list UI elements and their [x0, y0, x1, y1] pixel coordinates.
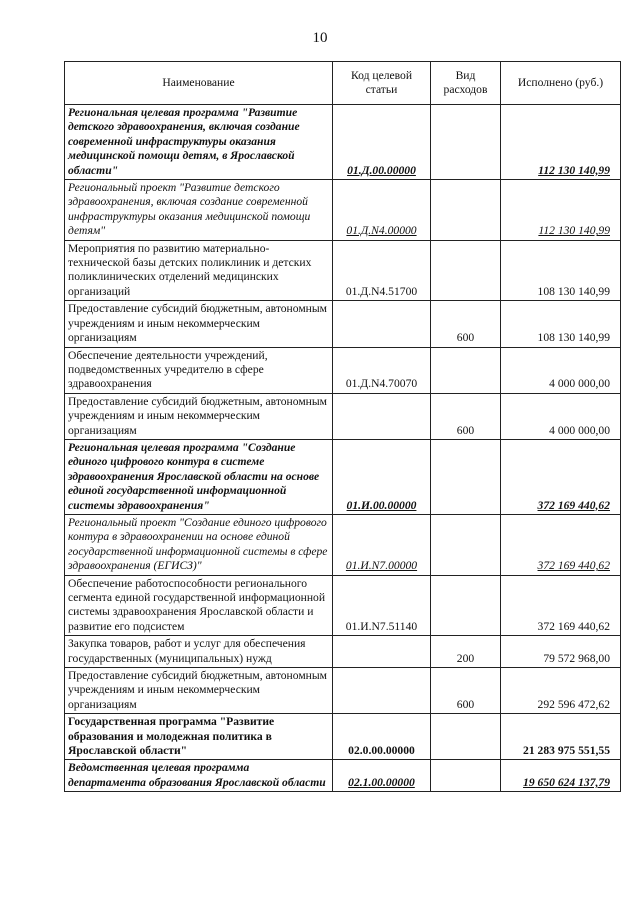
row-code: 01.И.N7.00000 — [333, 514, 431, 575]
row-amount: 21 283 975 551,55 — [501, 714, 621, 760]
row-name: Региональная целевая программа "Создание единого цифрового контура в системе здравоохранения Ярославской области на основе единой государственной информационной системы здравоохранения" — [65, 439, 333, 514]
table-row — [65, 760, 621, 792]
row-expense-type: 600 — [431, 301, 501, 347]
header-code: Код целевой статьи — [333, 62, 431, 105]
table-row — [65, 393, 621, 439]
table-row — [65, 347, 621, 393]
row-name: Государственная программа "Развитие образования и молодежная политика в Ярославской области" — [65, 714, 333, 760]
row-amount: 108 130 140,99 — [501, 240, 621, 301]
row-expense-type — [431, 240, 501, 301]
header-amount: Исполнено (руб.) — [501, 62, 621, 105]
row-amount: 372 169 440,62 — [501, 514, 621, 575]
row-code — [333, 668, 431, 714]
row-code: 02.0.00.00000 — [333, 714, 431, 760]
row-expense-type — [431, 105, 501, 180]
row-amount: 372 169 440,62 — [501, 439, 621, 514]
row-expense-type — [431, 575, 501, 636]
table-header-row — [65, 62, 621, 105]
row-name: Обеспечение деятельности учреждений, подведомственных учредителю в сфере здравоохранения — [65, 347, 333, 393]
header-type: Вид расходов — [431, 62, 501, 105]
table-row — [65, 180, 621, 241]
row-code — [333, 636, 431, 668]
row-name: Региональная целевая программа "Развитие детского здравоохранения, включая создание современной инфраструктуры оказания медицинской помощи детям, в Ярославской области" — [65, 105, 333, 180]
page-number: 10 — [312, 30, 328, 46]
table-row — [65, 301, 621, 347]
row-amount: 372 169 440,62 — [501, 575, 621, 636]
row-expense-type — [431, 347, 501, 393]
header-name: Наименование — [65, 62, 333, 105]
row-code: 01.Д.N4.70070 — [333, 347, 431, 393]
table-row — [65, 105, 621, 180]
row-name: Предоставление субсидий бюджетным, автономным учреждениям и иным некоммерческим организациям — [65, 668, 333, 714]
row-code: 01.И.00.00000 — [333, 439, 431, 514]
row-name: Обеспечение работоспособности регионального сегмента единой государственной информационной системы здравоохранения Ярославской области и развитие его подсистем — [65, 575, 333, 636]
row-code: 01.Д.00.00000 — [333, 105, 431, 180]
row-amount: 19 650 624 137,79 — [501, 760, 621, 792]
table-row — [65, 575, 621, 636]
row-amount: 292 596 472,62 — [501, 668, 621, 714]
table-body — [65, 105, 621, 792]
table-row — [65, 636, 621, 668]
row-code — [333, 393, 431, 439]
row-amount: 4 000 000,00 — [501, 347, 621, 393]
row-expense-type: 600 — [431, 393, 501, 439]
row-expense-type — [431, 180, 501, 241]
row-name: Закупка товаров, работ и услуг для обеспечения государственных (муниципальных) нужд — [65, 636, 333, 668]
row-code: 01.Д.N4.00000 — [333, 180, 431, 241]
row-name: Предоставление субсидий бюджетным, автономным учреждениям и иным некоммерческим организациям — [65, 301, 333, 347]
row-name: Региональный проект "Создание единого цифрового контура в здравоохранении на основе единой государственной информационной системы в сфере здравоохранения (ЕГИСЗ)" — [65, 514, 333, 575]
row-code: 02.1.00.00000 — [333, 760, 431, 792]
row-expense-type — [431, 760, 501, 792]
row-amount: 112 130 140,99 — [501, 180, 621, 241]
row-code: 01.Д.N4.51700 — [333, 240, 431, 301]
row-code — [333, 301, 431, 347]
row-amount: 79 572 968,00 — [501, 636, 621, 668]
table-row — [65, 714, 621, 760]
row-name: Мероприятия по развитию материально-технической базы детских поликлиник и детских поликлинических отделений медицинских организаций — [65, 240, 333, 301]
row-name: Региональный проект "Развитие детского здравоохранения, включая создание современной инфраструктуры оказания медицинской помощи детям" — [65, 180, 333, 241]
row-expense-type: 200 — [431, 636, 501, 668]
row-expense-type: 600 — [431, 668, 501, 714]
table-row — [65, 668, 621, 714]
expenditure-table — [64, 61, 621, 792]
row-expense-type — [431, 439, 501, 514]
row-expense-type — [431, 514, 501, 575]
row-name: Ведомственная целевая программа департамента образования Ярославской области — [65, 760, 333, 792]
row-amount: 108 130 140,99 — [501, 301, 621, 347]
row-name: Предоставление субсидий бюджетным, автономным учреждениям и иным некоммерческим организациям — [65, 393, 333, 439]
row-code: 01.И.N7.51140 — [333, 575, 431, 636]
table-row — [65, 514, 621, 575]
table-row — [65, 439, 621, 514]
row-amount: 4 000 000,00 — [501, 393, 621, 439]
row-amount: 112 130 140,99 — [501, 105, 621, 180]
row-expense-type — [431, 714, 501, 760]
table-row — [65, 240, 621, 301]
